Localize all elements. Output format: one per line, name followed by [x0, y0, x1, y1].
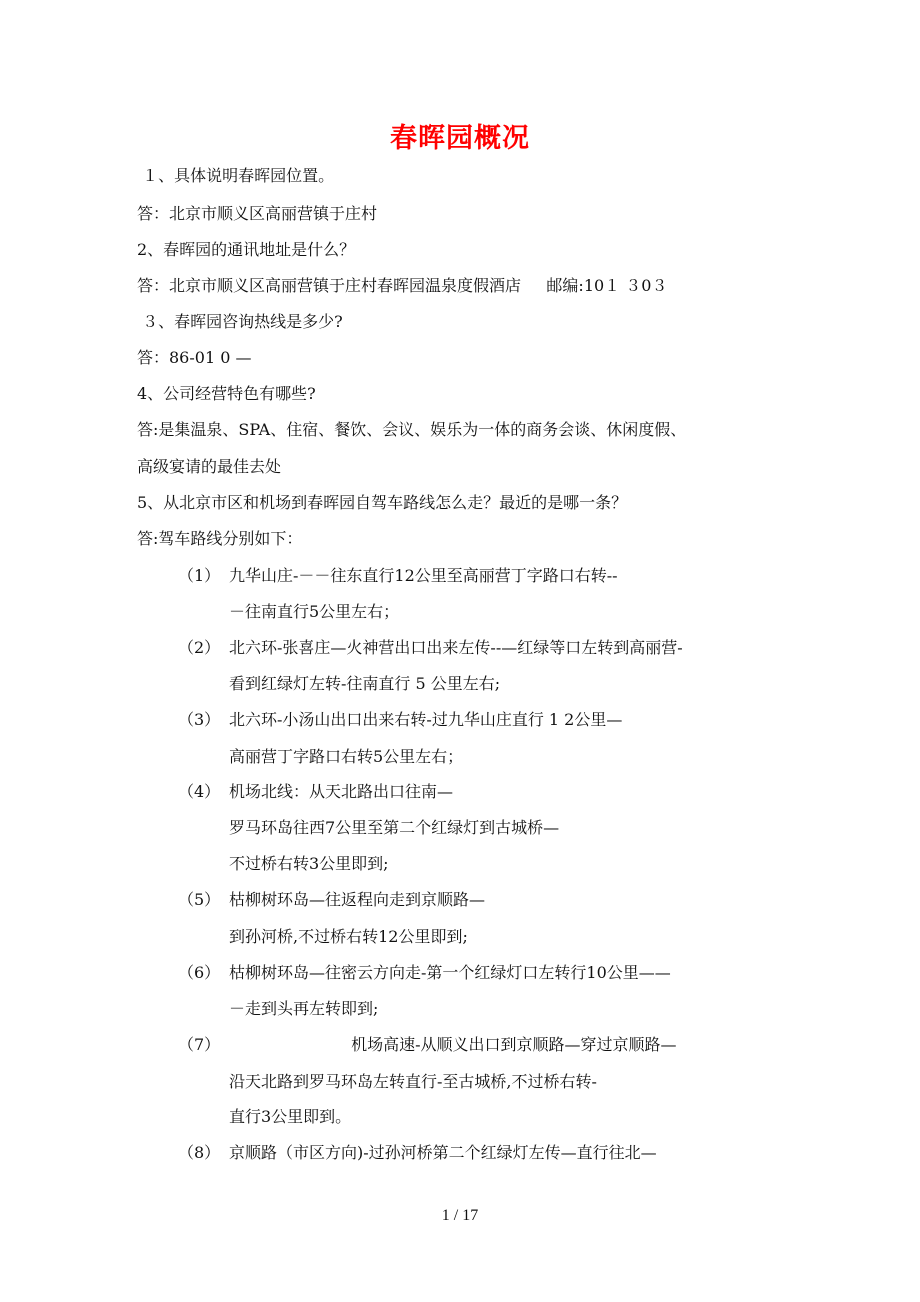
route-number: （4）	[178, 782, 221, 801]
route-number: （7）	[178, 1035, 221, 1054]
route-number: （1）	[178, 566, 221, 585]
route-line: 看到红绿灯左转-往南直行 5 公里左右;	[229, 674, 501, 693]
route-line: －往南直行5公里左右；	[229, 602, 400, 621]
route-line: 直行3公里即到。	[229, 1107, 352, 1126]
question-4: 4、公司经营特色有哪些?	[137, 384, 316, 403]
answer-4-line-2: 高级宴请的最佳去处	[137, 457, 282, 476]
question-1: １、具体说明春晖园位置。	[137, 166, 335, 185]
route-line: 机场高速-从顺义出口到京顺路—穿过京顺路—	[229, 1035, 677, 1054]
route-line: 罗马环岛往西7公里至第二个红绿灯到古城桥—	[229, 818, 560, 837]
route-line: 九华山庄-－－往东直行12公里至高丽营丁字路口右转--	[229, 566, 618, 585]
route-line: 沿天北路到罗马环岛左转直行-至古城桥,不过桥右转-	[229, 1072, 597, 1091]
route-line: 到孙河桥,不过桥右转12公里即到;	[229, 927, 468, 946]
answer-3: 答：86-01 0 —	[137, 348, 252, 367]
page-indicator: 1 / 17	[441, 1207, 479, 1224]
route-number: （6）	[178, 963, 221, 982]
route-line: 不过桥右转3公里即到;	[229, 854, 389, 873]
route-number: （5）	[178, 890, 221, 909]
question-5: 5、从北京市区和机场到春晖园自驾车路线怎么走？最近的是哪一条？	[137, 493, 628, 512]
answer-4-line-1: 答:是集温泉、SPA、住宿、餐饮、会议、娱乐为一体的商务会谈、休闲度假、	[137, 420, 687, 439]
answer-5-intro: 答:驾车路线分别如下：	[137, 529, 303, 548]
route-number: （2）	[178, 638, 221, 657]
route-number: （8）	[178, 1143, 221, 1162]
route-line: 枯柳树环岛—往密云方向走-第一个红绿灯口左转行10公里——	[229, 963, 671, 982]
route-number: （3）	[178, 710, 221, 729]
route-line: 北六环-小汤山出口出来右转-过九华山庄直行 1 2公里—	[229, 710, 623, 729]
route-line: 北六环-张喜庄—火神营出口出来左传--—红绿等口左转到高丽营-	[229, 638, 683, 657]
question-3: ３、春晖园咨询热线是多少?	[137, 312, 343, 331]
route-line: 京顺路（市区方向)-过孙河桥第二个红绿灯左传—直行往北—	[229, 1143, 657, 1162]
route-line: －走到头再左转即到;	[229, 999, 379, 1018]
route-line: 高丽营丁字路口右转5公里左右；	[229, 747, 464, 766]
route-line: 机场北线：从天北路出口往南—	[229, 782, 454, 801]
answer-2: 答：北京市顺义区高丽营镇于庄村春晖园温泉度假酒店 邮编:10１ ３0３	[137, 276, 668, 295]
page-title: 春晖园概况	[390, 123, 530, 154]
question-2: 2、春晖园的通讯地址是什么？	[137, 240, 356, 259]
answer-1: 答：北京市顺义区高丽营镇于庄村	[137, 204, 378, 223]
route-line: 枯柳树环岛—往返程向走到京顺路—	[229, 890, 486, 909]
